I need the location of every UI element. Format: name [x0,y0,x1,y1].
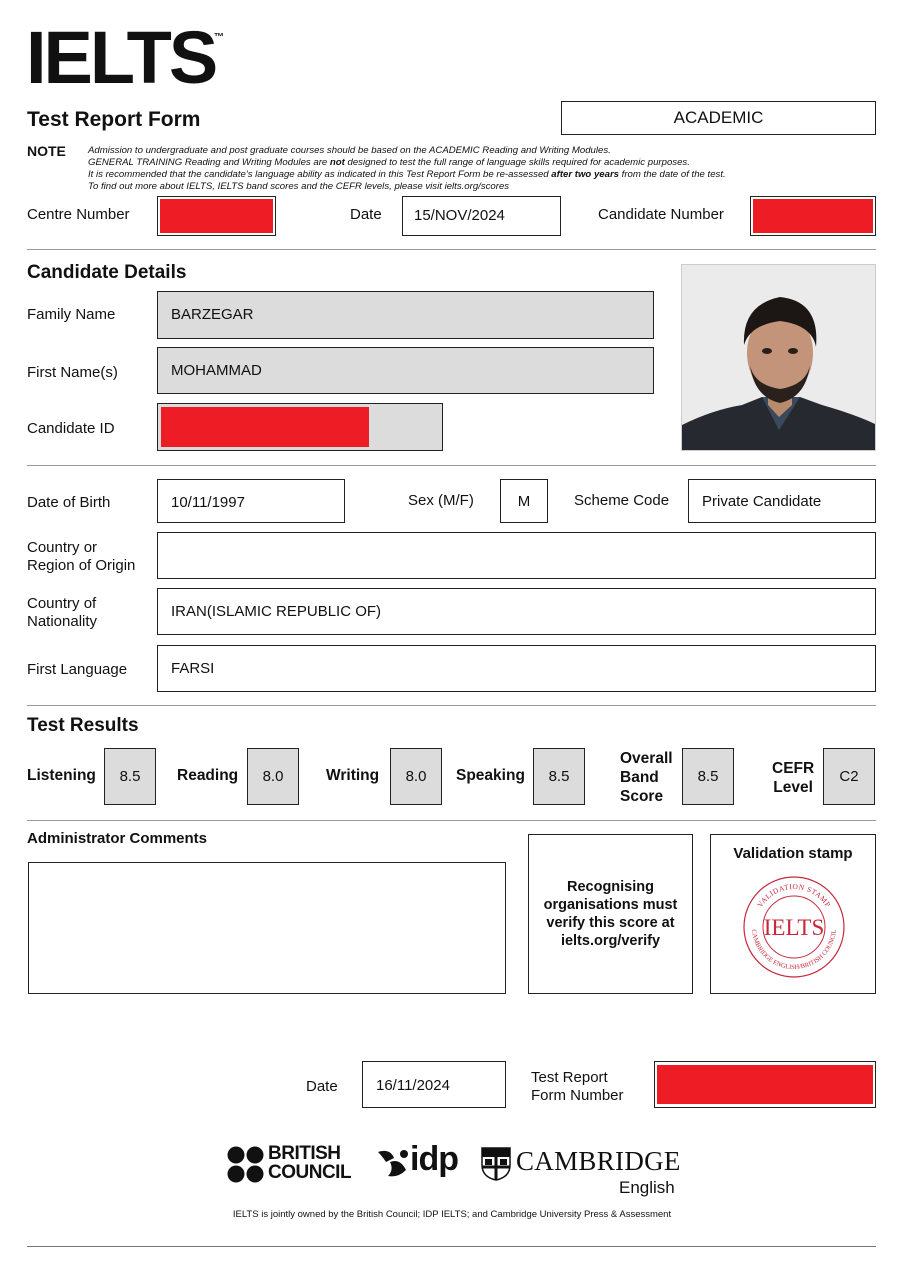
bc-line-1: BRITISH [268,1143,341,1164]
sex-field [500,479,548,523]
note-line-3 [88,169,726,181]
family-name-label: Family Name [27,306,116,323]
note-line-3b: after two years [551,169,620,180]
first-language-label: First Language [27,661,128,678]
divider-4 [27,820,876,821]
divider-3 [27,705,876,706]
candidate-details-heading: Candidate Details [27,262,187,283]
note-line-2c: designed to test the full range of language skills required for academic purposes. [344,157,690,168]
bottom-rule [27,1246,876,1247]
centre-number-label: Centre Number [27,206,130,223]
note-line-2b: not [329,157,345,168]
candidate-id-redaction [161,407,369,447]
stamp-ring-top-text: VALIDATION STAMP [755,881,833,909]
idp-wordmark: idp [410,1140,458,1178]
test-date-field [402,196,561,236]
listening-score: 8.5 [104,748,156,805]
first-language-value: FARSI [171,660,215,677]
candidate-photo-image [682,265,876,451]
listening-label: Listening [27,767,96,784]
trademark-mark: ™ [214,32,224,43]
idp-mark-icon [376,1148,410,1180]
note-line-2a: GENERAL TRAINING Reading and Writing Modules are [88,157,330,168]
overall-label-line-1: Overall [620,750,673,767]
cambridge-wordmark: CAMBRIDGE [516,1146,681,1176]
admin-comments-box [28,862,506,994]
overall-label-line-2: Band [620,769,659,786]
cefr-label [772,759,814,797]
centre-number-field [157,196,276,236]
family-name-field [157,291,654,339]
nationality-label-line-2: Nationality [27,613,98,630]
validation-stamp-box [710,834,876,994]
first-name-label: First Name(s) [27,364,118,381]
form-title: Test Report Form [27,108,201,131]
cambridge-english-wordmark: English [619,1178,675,1197]
scheme-code-field [688,479,876,523]
ielts-logo [26,18,215,98]
bc-line-2: COUNCIL [268,1162,352,1183]
overall-label-line-3: Score [620,788,664,805]
note-line-3c: from the date of the test. [619,169,726,180]
test-date-label: Date [350,206,382,223]
overall-band-score: 8.5 [682,748,734,805]
cambridge-shield-icon [481,1147,511,1181]
candidate-id-field [157,403,443,451]
ownership-statement: IELTS is jointly owned by the British Council; IDP IELTS; and Cambridge University Press & Assessment [232,1209,672,1220]
note-line-1: Admission to undergraduate and post graduate courses should be based on the ACADEMIC Reading and Writing Modules. [88,145,611,156]
candidate-id-label: Candidate ID [27,420,115,437]
verify-link[interactable]: ielts.org/verify [560,933,661,949]
verify-line-3: verify this score at [546,915,675,931]
british-council-logo [227,1143,357,1184]
stamp-ring-bottom-text: CAMBRIDGE ENGLISH/BRITISH COUNCIL [750,929,838,972]
first-name-value: MOHAMMAD [171,362,262,379]
module-box [561,101,876,135]
idp-logo [376,1140,462,1184]
svg-text:VALIDATION STAMP [755,882,832,909]
trf-label-line-1: Test Report [531,1069,608,1086]
first-name-field [157,347,654,394]
nationality-field [157,588,876,635]
reading-label: Reading [177,767,239,784]
origin-label-line-2: Region of Origin [27,557,136,574]
speaking-score: 8.5 [533,748,585,805]
candidate-number-redaction [753,199,873,233]
note-label: NOTE [27,143,66,159]
module-value: ACADEMIC [673,108,764,127]
dob-value: 10/11/1997 [171,494,245,511]
candidate-photo [681,264,876,451]
note-text [88,145,726,193]
origin-label-line-1: Country or [27,539,98,556]
origin-label [27,539,135,575]
test-date-value: 15/NOV/2024 [414,207,505,224]
divider-2 [27,465,876,466]
cambridge-logo [481,1146,681,1200]
verify-line-1: Recognising [566,879,654,895]
sex-label: Sex (M/F) [408,492,474,509]
trf-label-line-2: Form Number [531,1087,624,1104]
scheme-code-value: Private Candidate [702,493,822,510]
nationality-label-line-1: Country of [27,595,97,612]
admin-comments-heading: Administrator Comments [27,830,208,847]
validation-stamp-title: Validation stamp [733,845,853,862]
issue-date-field [362,1061,506,1108]
sex-value: M [517,492,531,510]
family-name-value: BARZEGAR [171,306,254,323]
nationality-value: IRAN(ISLAMIC REPUBLIC OF) [171,603,382,620]
validation-stamp-seal [742,875,846,979]
british-council-dots-icon [227,1146,265,1184]
reading-score: 8.0 [247,748,299,805]
stamp-center-text: IELTS [763,915,825,940]
centre-number-redaction [160,199,273,233]
issue-date-label: Date [306,1078,338,1095]
trf-number-redaction [657,1065,873,1104]
note-line-3a: It is recommended that the candidate's language ability as indicated in this Test Report Form be re-assessed [88,169,552,180]
verify-box [528,834,693,994]
note-line-2 [88,157,726,169]
verify-line-2: organisations must [543,897,678,913]
issue-date-value: 16/11/2024 [376,1077,450,1094]
dob-label: Date of Birth [27,494,111,511]
scheme-code-label: Scheme Code [574,492,670,509]
first-language-field [157,645,876,692]
ielts-logo-text: IELTS [26,16,216,99]
candidate-number-label: Candidate Number [598,206,724,223]
origin-field [157,532,876,579]
writing-score: 8.0 [390,748,442,805]
nationality-label [27,595,97,631]
british-council-wordmark [268,1144,351,1182]
dob-field [157,479,345,523]
trf-number-field [654,1061,876,1108]
divider-1 [27,249,876,250]
cefr-level: C2 [823,748,875,805]
test-results-heading: Test Results [27,715,139,736]
cefr-label-line-2: Level [773,779,813,796]
trf-number-label [531,1069,624,1105]
note-line-4: To find out more about IELTS, IELTS band scores and the CEFR levels, please visit ielts.org/scores [88,181,510,192]
speaking-label: Speaking [456,767,525,784]
writing-label: Writing [326,767,380,784]
candidate-number-field [750,196,876,236]
overall-band-label [620,749,673,806]
cefr-label-line-1: CEFR [772,760,815,777]
